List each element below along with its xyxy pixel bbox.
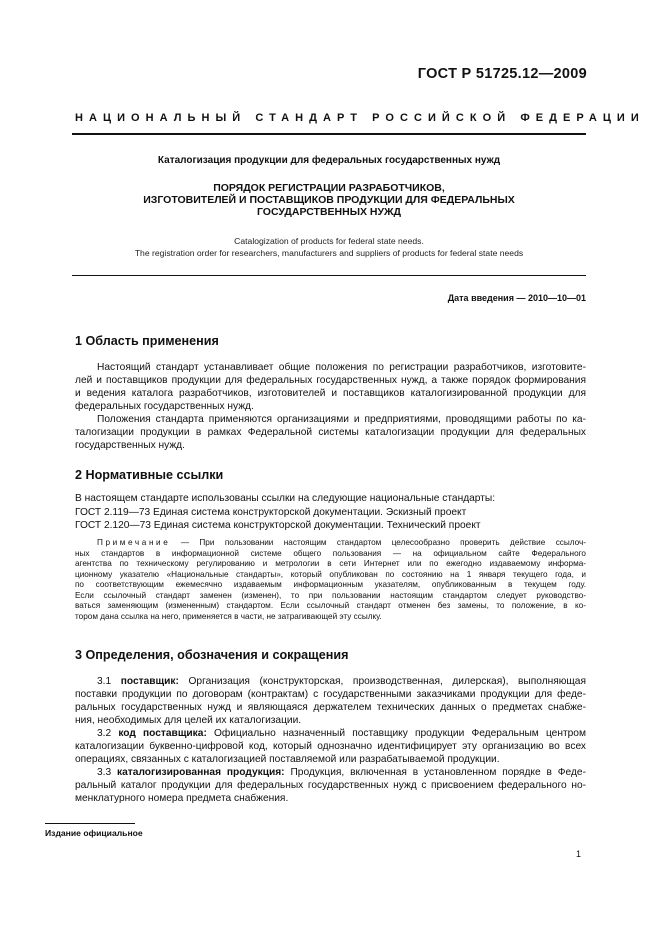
section-heading: 2 Нормативные ссылки: [75, 468, 224, 482]
definition-term: код поставщика:: [118, 728, 207, 739]
note-line: агентства по техническому регулированию и метрологии в сети Интернет или по ежегодно издаваемому информа-: [75, 559, 586, 569]
section-heading: 3 Определения, обозначения и сокращения: [75, 648, 349, 662]
note-line: тором дана ссылка на него, применяется в части, не затрагивающей эту ссылку.: [75, 611, 382, 621]
title-line: ПОРЯДОК РЕГИСТРАЦИИ РАЗРАБОТЧИКОВ,: [213, 182, 445, 194]
definition-number: 3.3: [97, 767, 112, 778]
text-line: операциях, связанных с каталогизацией поставляемой или разрабатываемой продукции.: [75, 754, 500, 766]
definition-number: 3.1: [97, 676, 112, 687]
definition-text: Организация (конструкторская, производственная, дилерская), выполняющая: [188, 676, 586, 687]
note-line: [75, 538, 586, 549]
english-title: [72, 236, 586, 259]
text-line: федеральных государственных нужд.: [75, 401, 254, 413]
definition-text: Официально назначенный поставщику продукции Федеральным центром: [214, 728, 586, 739]
section-heading: 1 Область применения: [75, 334, 219, 348]
normative-reference: ГОСТ 2.119—73 Единая система конструкторской документации. Эскизный проект: [75, 507, 467, 518]
note-line: ваться заменяющим (измененным) стандартом. Если ссылочный стандарт отменен без замены, то положение, в ко-: [75, 601, 586, 611]
gost-code: ГОСТ Р 51725.12—2009: [417, 66, 587, 82]
text-line: каталогизации буквенно-цифровой код, который однозначно идентифицирует эту организацию во всех: [75, 741, 586, 753]
header-rule: [72, 133, 586, 135]
edition-label: Издание официальное: [45, 828, 143, 838]
section1-paragraph2: [75, 413, 586, 452]
title-line: ИЗГОТОВИТЕЛЕЙ И ПОСТАВЩИКОВ ПРОДУКЦИИ ДЛЯ ФЕДЕРАЛЬНЫХ: [143, 194, 515, 206]
text-line: лей и поставщиков продукции для федеральных государственных нужд, а также порядок формирования: [75, 375, 586, 387]
text-line: менклатурного номера предмета снабжения.: [75, 793, 289, 805]
page-number: 1: [575, 849, 581, 859]
note-text: — При пользовании настоящим стандартом целесообразно проверить действие ссылоч-: [180, 538, 586, 547]
definition-number: 3.2: [97, 728, 112, 739]
note-line: ционному указателю «Национальные стандарты», который опубликован по состоянию на 1 января текущего года, и: [75, 569, 586, 579]
document-subject: Каталогизация продукции для федеральных государственных нужд: [157, 155, 501, 166]
section1-paragraph1: [75, 361, 586, 413]
note-line: ных стандартов в информационной системе общего пользования — на официальном сайте Федерального: [75, 548, 586, 558]
definition-3-1: [75, 675, 586, 727]
national-standard-banner: НАЦИОНАЛЬНЫЙ СТАНДАРТ РОССИЙСКОЙ ФЕДЕРАЦИИ: [75, 112, 645, 124]
note-label: Примечание: [97, 538, 171, 547]
title-rule: [72, 275, 586, 276]
section2-intro: В настоящем стандарте использованы ссылки на следующие национальные стандарты:: [75, 493, 496, 504]
text-line: и ведения каталога разработчиков, изготовителей и поставщиков каталогизированной продукции для: [75, 388, 586, 400]
text-line: поставки продукции по договорам (контрактам) с государственными заказчиками продукции для феде-: [75, 689, 586, 701]
english-title-line: Catalogization of products for federal state needs.: [234, 236, 424, 246]
text-line: ния, необходимых для целей их каталогизации.: [75, 715, 302, 727]
definition-term: поставщик:: [120, 676, 179, 687]
introduction-date: Дата введения — 2010—10—01: [447, 293, 586, 303]
text-line: [75, 766, 586, 779]
text-line: Положения стандарта применяются организациями и предприятиями, проводящими работы по ка-: [97, 414, 586, 425]
title-line: ГОСУДАРСТВЕННЫХ НУЖД: [256, 206, 401, 218]
text-line: ральный каталог продукции для федеральных государственных нужд с присвоением федерального но-: [75, 780, 586, 792]
note-block: [75, 538, 586, 622]
english-title-line: The registration order for researchers, manufacturers and suppliers of products for federal state needs: [134, 247, 524, 258]
normative-reference: ГОСТ 2.120—73 Единая система конструкторской документации. Технический проект: [75, 520, 481, 531]
text-line: ральных государственных нужд и являющаяся держателем технических данных о предметах снабже-: [75, 702, 586, 714]
text-line: [75, 727, 586, 740]
note-line: Если ссылочный стандарт заменен (изменен), то при пользовании настоящим стандартом следует руководство-: [75, 590, 586, 600]
text-line: государственных нужд.: [75, 440, 185, 452]
text-line: Настоящий стандарт устанавливает общие положения по регистрации разработчиков, изготовите-: [97, 362, 586, 373]
note-line: по соответствующим ежемесячно издаваемым информационным указателям, опубликованным в текущем году.: [75, 580, 586, 590]
footer-rule: [45, 823, 135, 824]
definition-term: каталогизированная продукция:: [117, 767, 285, 778]
definition-text: Продукция, включенная в установленном порядке в Феде-: [290, 767, 586, 778]
definition-3-3: [75, 766, 586, 805]
document-title: [72, 182, 586, 218]
definition-3-2: [75, 727, 586, 766]
text-line: [75, 675, 586, 688]
text-line: талогизации продукции в рамках Федеральной системы каталогизации продукции для федеральных: [75, 427, 586, 439]
